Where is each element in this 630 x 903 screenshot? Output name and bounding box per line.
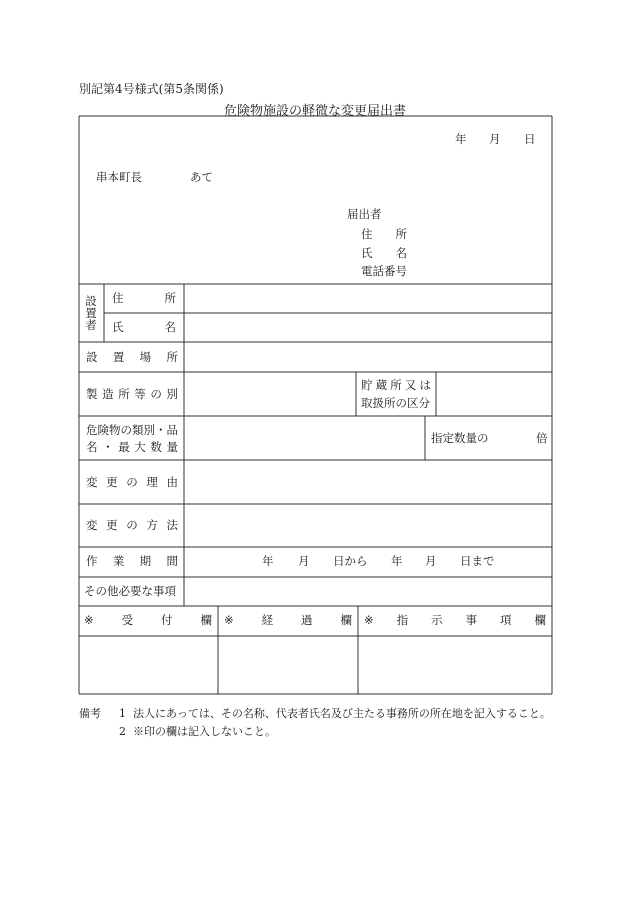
reception-column-label: ※ 受 付 欄 <box>84 613 212 627</box>
period-start-day: 日から <box>333 554 368 568</box>
installer-address-label: 住 所 <box>112 291 176 305</box>
applicant-name-label: 氏 名 <box>361 246 407 260</box>
note-number: 2 <box>119 725 126 738</box>
period-end-month: 月 <box>425 554 437 568</box>
notes-section <box>79 705 554 741</box>
installer-label: 設 置 者 <box>85 294 97 332</box>
location-label: 設 置 場 所 <box>86 350 178 364</box>
period-end-year: 年 <box>391 554 403 568</box>
storage-class-label-line1: 貯 蔵 所 又 は <box>361 378 431 392</box>
date-day: 日 <box>524 132 536 146</box>
facility-type-label: 製 造 所 等 の 別 <box>86 387 178 401</box>
change-method-label: 変 更 の 方 法 <box>86 518 178 532</box>
applicant-label: 届出者 <box>347 207 382 221</box>
hazmat-label-line2: 名 ・ 最 大 数 量 <box>86 440 178 454</box>
multiple-label: 倍 <box>536 431 548 445</box>
date-year: 年 <box>455 132 467 146</box>
hazmat-label-line1: 危険物の類別 ・ 品 <box>86 423 178 437</box>
work-period-label: 作 業 期 間 <box>86 554 178 568</box>
note-text: 法人にあっては、その名称、代表者氏名及び主たる事務所の所在地を記入すること。 <box>133 707 551 720</box>
notes-label: 備考 <box>79 707 101 720</box>
change-reason-label: 変 更 の 理 由 <box>86 475 178 489</box>
specified-quantity-label: 指定数量の <box>431 431 489 445</box>
applicant-phone-label: 電話番号 <box>361 264 407 278</box>
progress-column-label: ※ 経 過 欄 <box>224 613 352 627</box>
period-start-month: 月 <box>298 554 310 568</box>
addressee-honorific: あて <box>190 170 213 184</box>
form-title: 危険物施設の軽微な変更届出書 <box>223 104 406 119</box>
period-start-year: 年 <box>262 554 274 568</box>
date-month: 月 <box>489 132 501 146</box>
note-number: 1 <box>119 707 126 720</box>
other-matters-label: その他必要な事項 <box>84 584 176 598</box>
installer-name-label: 氏 名 <box>112 320 176 334</box>
addressee: 串本町長 <box>96 170 142 184</box>
instructions-column-label: ※ 指 示 事 項 欄 <box>364 613 546 627</box>
form-number: 別記第4号様式(第5条関係) <box>79 82 224 96</box>
applicant-address-label: 住 所 <box>361 227 407 241</box>
period-end-day: 日まで <box>460 554 495 568</box>
note-text: ※印の欄は記入しないこと。 <box>133 725 276 738</box>
storage-class-label-line2: 取扱所の区分 <box>361 396 430 410</box>
